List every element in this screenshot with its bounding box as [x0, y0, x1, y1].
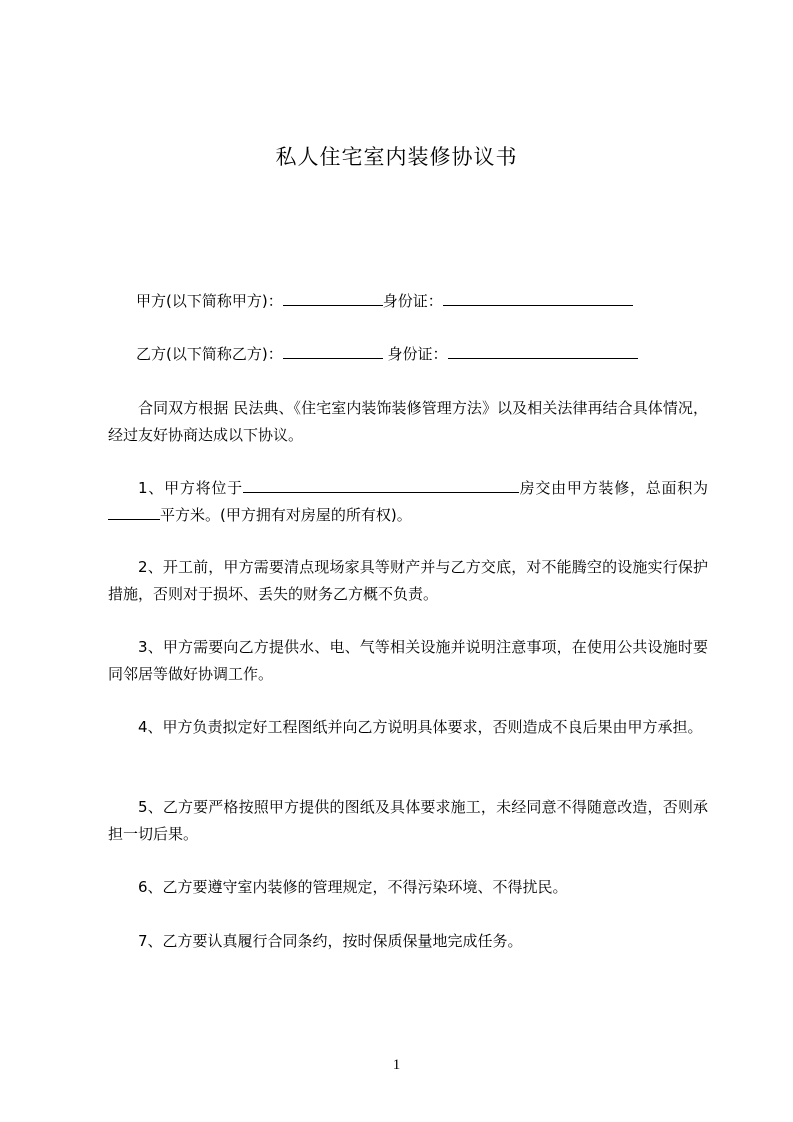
party-a-id-blank: [443, 290, 633, 306]
page-number: 1: [392, 1057, 401, 1073]
party-b-id-blank: [448, 343, 638, 359]
party-a-name-blank: [283, 290, 383, 306]
area-blank: [108, 505, 160, 520]
intro-paragraph: 合同双方根据 民法典、《住宅室内装饰装修管理方法》以及相关法律再结合具体情况，经过友好协商达成以下协议。: [108, 399, 708, 444]
party-b-label: 乙方(以下简称乙方)：: [136, 345, 283, 363]
document-title: 私人住宅室内装修协议书: [275, 145, 518, 169]
clause-2: 2、开工前，甲方需要清点现场家具等财产并与乙方交底，对不能腾空的设施实行保护措施，否则对于损坏、丢失的财务乙方概不负责。: [108, 558, 708, 603]
clause-7: 7、乙方要认真履行合同条约，按时保质保量地完成任务。: [138, 932, 523, 950]
address-blank: [243, 478, 519, 493]
clause-4: 4、甲方负责拟定好工程图纸并向乙方说明具体要求，否则造成不良后果由甲方承担。: [138, 718, 703, 736]
party-a-label: 甲方(以下简称甲方)：: [136, 292, 283, 310]
party-a-id-label: 身份证：: [382, 292, 443, 310]
clause-1-middle: 房交由甲方装修，总面积为: [518, 479, 708, 497]
party-b-line: [136, 343, 638, 365]
party-b-id-label: 身份证：: [382, 345, 448, 363]
clause-3: 3、甲方需要向乙方提供水、电、气等相关设施并说明注意事项，在使用公共设施时要同邻居等做好协调工作。: [108, 638, 708, 683]
clause-5: 5、乙方要严格按照甲方提供的图纸及具体要求施工，未经同意不得随意改造，否则承担一切后果。: [108, 798, 708, 843]
clause-1-suffix: 平方米。(甲方拥有对房屋的所有权)。: [160, 506, 412, 524]
party-b-name-blank: [283, 343, 383, 359]
clause-1-prefix: 1、甲方将位于: [138, 479, 243, 497]
clause-6: 6、乙方要遵守室内装修的管理规定，不得污染环境、不得扰民。: [138, 878, 568, 896]
clause-1: [108, 475, 708, 529]
party-a-line: [136, 290, 633, 312]
